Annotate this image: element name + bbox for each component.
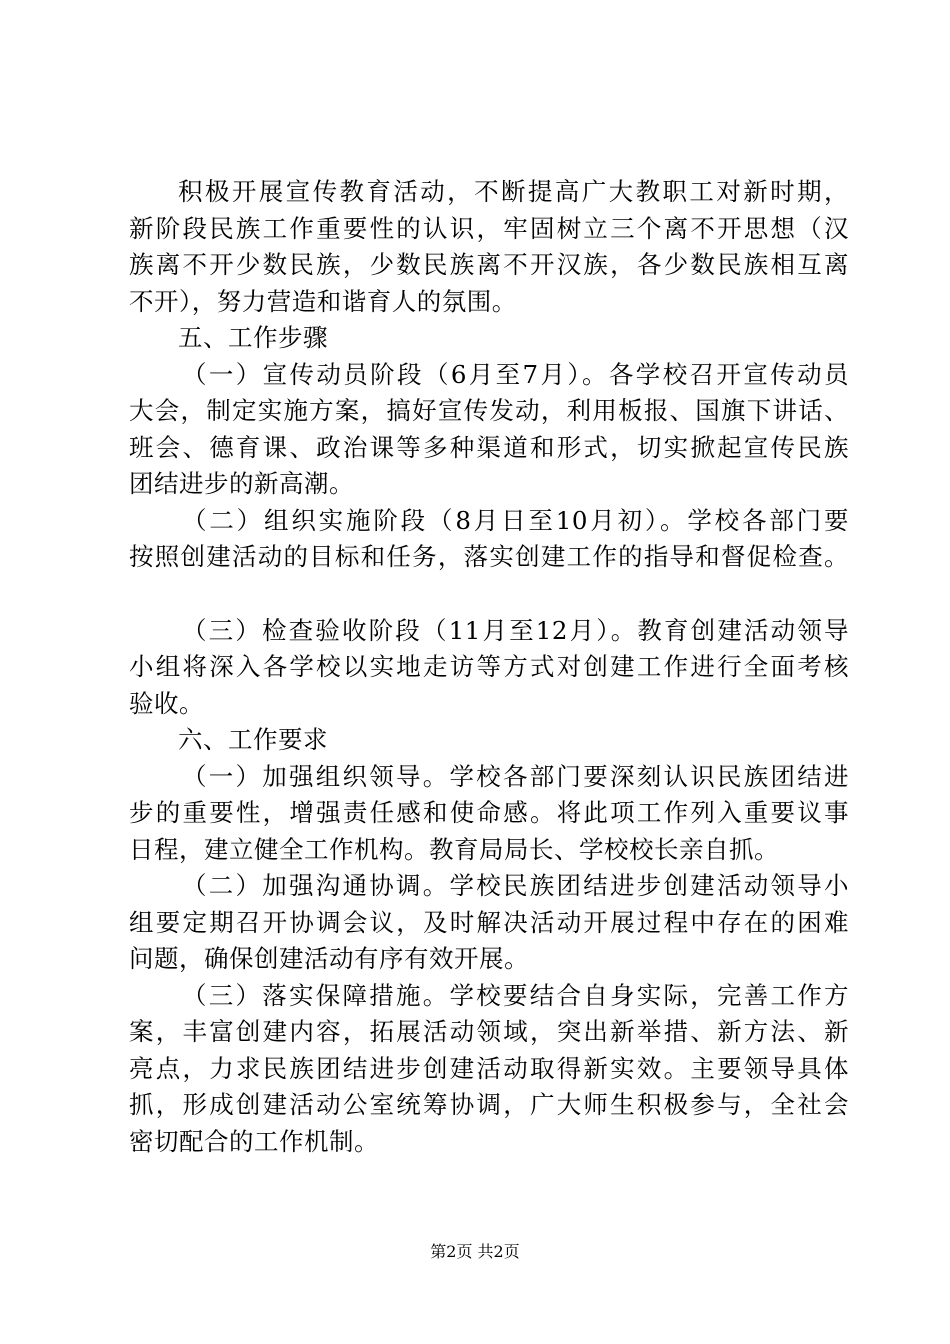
text-line: （三）落实保障措施。学校要结合自身实际，完善工作方: [182, 980, 849, 1010]
text-line: （一）加强组织领导。学校各部门要深刻认识民族团结进: [182, 761, 849, 791]
paragraph-p1: [129, 174, 849, 320]
text-line: [129, 576, 849, 613]
document-body: [129, 174, 849, 1160]
text-line: 小组将深入各学校以实地走访等方式对创建工作进行全面考核: [129, 652, 849, 681]
text-line: 班会、德育课、政治课等多种渠道和形式，切实掀起宣传民族: [129, 432, 849, 462]
text-line: 按照创建活动的目标和任务，落实创建工作的指导和督促检查。: [129, 542, 849, 571]
text-line: 案，丰富创建内容，拓展活动领域，突出新举措、新方法、新: [129, 1017, 849, 1046]
text-line: 族离不开少数民族，少数民族离不开汉族，各少数民族相互离: [129, 250, 849, 279]
text-line: 六、工作要求: [178, 725, 328, 754]
text-line: 问题，确保创建活动有序有效开展。: [129, 944, 529, 973]
text-line: 组要定期召开协调会议，及时解决活动开展过程中存在的困难: [129, 907, 849, 937]
text-line: 抓，形成创建活动公室统筹协调，广大师生积极参与，全社会: [129, 1090, 849, 1119]
text-line: （二）加强沟通协调。学校民族团结进步创建活动领导小: [182, 871, 849, 900]
paragraph-h5: [129, 320, 849, 357]
text-line: 五、工作步骤: [178, 323, 328, 352]
paragraph-p2: [129, 357, 849, 503]
paragraph-p4: [129, 613, 849, 723]
paragraph-p6: [129, 868, 849, 978]
paragraph-h6: [129, 722, 849, 759]
text-line: （二）组织实施阶段（8月日至10月初）。学校各部门要: [182, 505, 849, 535]
text-line: 积极开展宣传教育活动，不断提高广大教职工对新时期，: [178, 177, 849, 206]
paragraph-p3: [129, 503, 849, 613]
text-line: 团结进步的新高潮。: [129, 469, 354, 498]
text-line: 不开），努力营造和谐育人的氛围。: [129, 286, 517, 316]
text-line: 亮点，力求民族团结进步创建活动取得新实效。主要领导具体: [129, 1053, 849, 1083]
page-footer: 第2页 共2页: [430, 1242, 520, 1261]
text-line: 日程，建立健全工作机构。教育局局长、学校校长亲自抓。: [129, 834, 779, 864]
text-line: 验收。: [129, 688, 204, 718]
text-line: 新阶段民族工作重要性的认识，牢固树立三个离不开思想（汉: [129, 213, 849, 243]
text-line: 密切配合的工作机制。: [129, 1126, 379, 1156]
text-line: （三）检查验收阶段（11月至12月）。教育创建活动领导: [182, 615, 849, 645]
text-line: 大会，制定实施方案，搞好宣传发动，利用板报、国旗下讲话、: [129, 396, 849, 425]
paragraph-p7: [129, 978, 849, 1161]
paragraph-p5: [129, 759, 849, 869]
text-line: 步的重要性，增强责任感和使命感。将此项工作列入重要议事: [129, 798, 849, 827]
text-line: （一）宣传动员阶段（6月至7月）。各学校召开宣传动员: [182, 359, 849, 389]
